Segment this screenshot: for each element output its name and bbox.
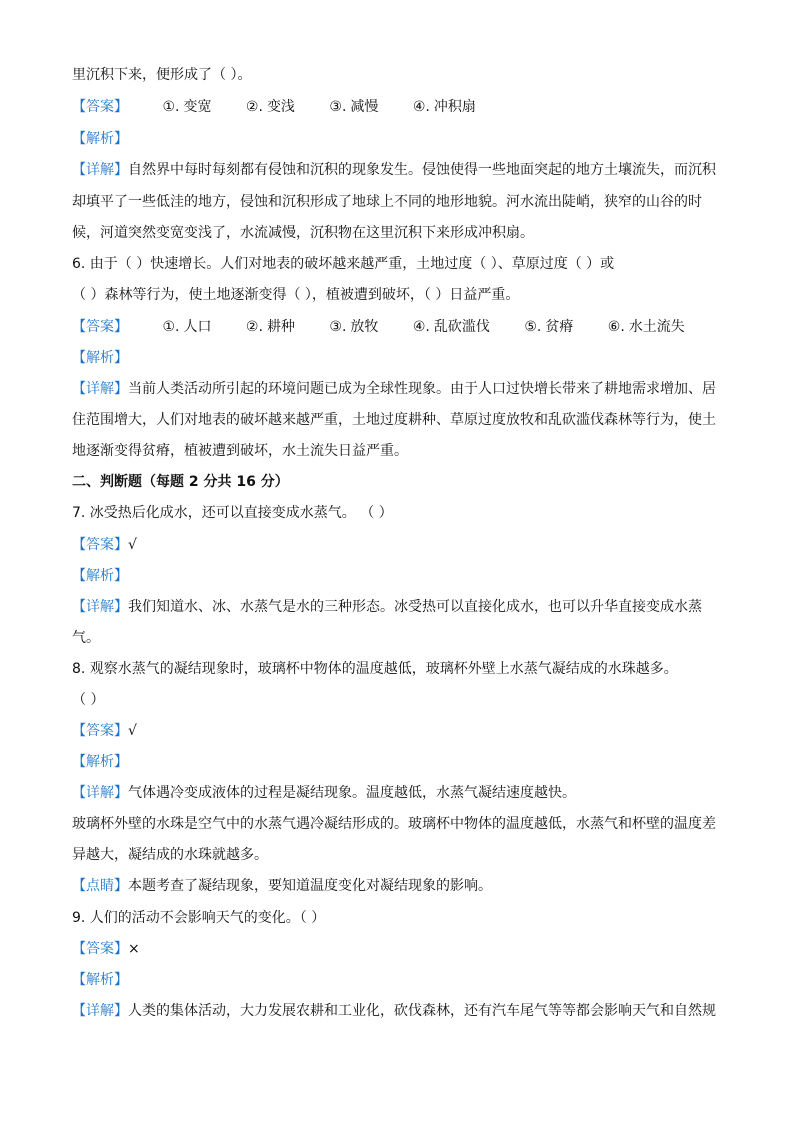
- q8-answer-row: [72, 720, 137, 742]
- answer-item: ③. 放牧: [329, 319, 379, 335]
- detail-line: [72, 782, 576, 804]
- answer-item: ②. 耕种: [245, 319, 295, 335]
- comment-text: 本题考查了凝结现象，要知道温度变化对凝结现象的影响。: [128, 878, 492, 894]
- text-line: 异越大，凝结成的水珠就越多。: [72, 847, 268, 863]
- detail-tag: 【详解】: [72, 599, 128, 615]
- q7-answer-row: [72, 534, 137, 556]
- question-9: 9. 人们的活动不会影响天气的变化。（ ）: [72, 910, 326, 926]
- detail-text: 当前人类活动所引起的环境问题已成为全球性现象。由于人口过快增长带来了耕地需求增加、居: [128, 381, 716, 397]
- analysis-tag: 【解析】: [72, 754, 128, 770]
- detail-tag: 【详解】: [72, 381, 128, 397]
- detail-line: [72, 596, 702, 618]
- detail-line: [72, 1000, 716, 1022]
- text-line: 玻璃杯外壁的水珠是空气中的水蒸气遇冷凝结形成的。玻璃杯中物体的温度越低，水蒸气和杯壁的温度差: [72, 816, 716, 832]
- text-line: （ ）森林等行为，使土地逐渐变得（ ），植被遭到破坏，（ ）日益严重。: [72, 287, 520, 303]
- detail-text: 自然界中每时每刻都有侵蚀和沉积的现象发生。侵蚀使得一些地面突起的地方土壤流失，而沉积: [128, 162, 716, 178]
- analysis-tag: 【解析】: [72, 350, 128, 366]
- answer-item: ⑤. 贫瘠: [524, 319, 574, 335]
- comment-tag: 【点睛】: [72, 878, 128, 894]
- answer-value: √: [128, 723, 137, 739]
- question-6: 6. 由于（ ）快速增长。人们对地表的破坏越来越严重，土地过度（ ）、草原过度（ ）或: [72, 256, 615, 272]
- q6-answer-row: [72, 316, 685, 338]
- answer-value: √: [128, 537, 137, 553]
- answer-item: ④. 乱砍滥伐: [412, 319, 490, 335]
- answer-item: ②. 变浅: [245, 99, 295, 115]
- answer-item: ③. 减慢: [329, 99, 379, 115]
- q5-answer-row: [72, 96, 476, 118]
- q9-answer-row: [72, 938, 140, 960]
- comment-line: [72, 875, 492, 897]
- answer-item: ⑥. 水土流失: [607, 319, 685, 335]
- section-heading: 二、判断题（每题 2 分共 16 分）: [72, 474, 289, 490]
- detail-line: [72, 378, 716, 400]
- answer-item: ④. 冲积扇: [412, 99, 476, 115]
- detail-tag: 【详解】: [72, 162, 128, 178]
- detail-text: 气体遇冷变成液体的过程是凝结现象。温度越低，水蒸气凝结速度越快。: [128, 785, 576, 801]
- text-line: 气。: [72, 630, 100, 646]
- text-line: 却填平了一些低洼的地方，侵蚀和沉积形成了地球上不同的地形地貌。河水流出陡峭，狭窄的山谷的时: [72, 194, 702, 210]
- answer-item: ①. 人口: [162, 319, 212, 335]
- detail-text: 人类的集体活动，大力发展农耕和工业化，砍伐森林，还有汽车尾气等等都会影响天气和自然规: [128, 1003, 716, 1019]
- answer-tag: 【答案】: [72, 723, 128, 739]
- question-7: 7. 冰受热后化成水，还可以直接变成水蒸气。 （ ）: [72, 505, 393, 521]
- text-line: 地逐渐变得贫瘠，植被遭到破坏，水土流失日益严重。: [72, 443, 408, 459]
- answer-tag: 【答案】: [72, 537, 128, 553]
- text-line: 里沉积下来，便形成了（ ）。: [72, 67, 252, 83]
- answer-tag: 【答案】: [72, 941, 128, 957]
- question-8: 8. 观察水蒸气的凝结现象时，玻璃杯中物体的温度越低，玻璃杯外壁上水蒸气凝结成的水珠越多。: [72, 661, 678, 677]
- answer-tag: 【答案】: [72, 319, 128, 335]
- analysis-tag: 【解析】: [72, 568, 128, 584]
- analysis-tag: 【解析】: [72, 972, 128, 988]
- analysis-tag: 【解析】: [72, 131, 128, 147]
- detail-tag: 【详解】: [72, 785, 128, 801]
- detail-text: 我们知道水、冰、水蒸气是水的三种形态。冰受热可以直接化成水，也可以升华直接变成水蒸: [128, 599, 702, 615]
- detail-tag: 【详解】: [72, 1003, 128, 1019]
- text-line: 住范围增大，人们对地表的破坏越来越严重，土地过度耕种、草原过度放牧和乱砍滥伐森林等行为，使土: [72, 412, 716, 428]
- answer-value: ×: [128, 941, 140, 957]
- detail-line: [72, 159, 716, 181]
- text-line: （ ）: [72, 692, 105, 708]
- text-line: 候，河道突然变宽变浅了，水流减慢，沉积物在这里沉积下来形成冲积扇。: [72, 225, 534, 241]
- answer-tag: 【答案】: [72, 99, 128, 115]
- answer-item: ①. 变宽: [162, 99, 212, 115]
